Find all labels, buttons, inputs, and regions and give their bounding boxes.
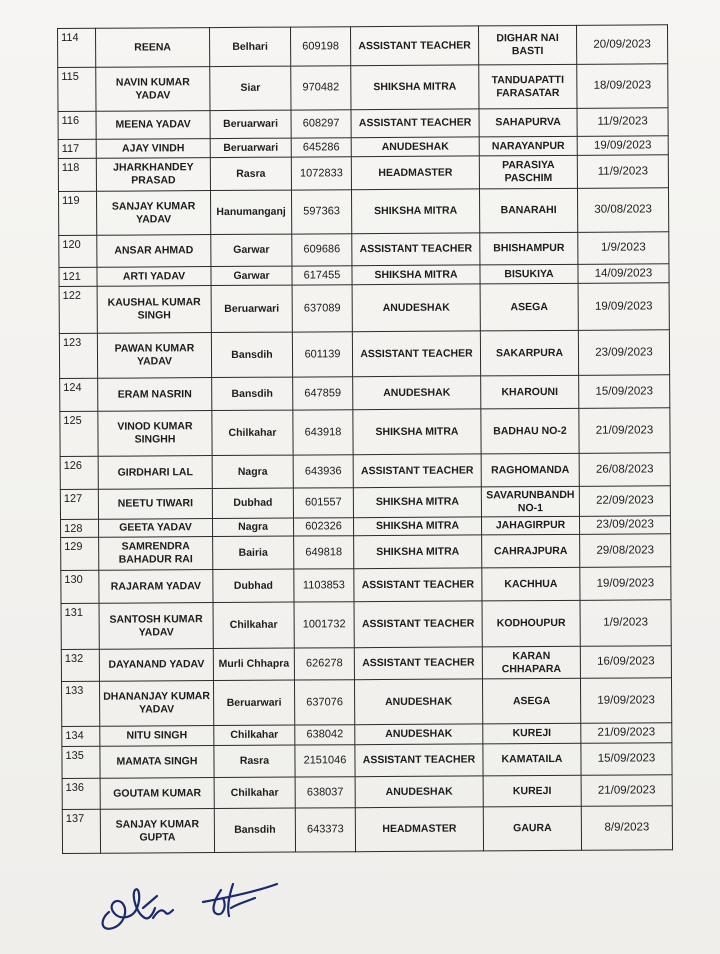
block-cell: Beruarwari <box>211 285 292 332</box>
block-cell: Bairia <box>213 536 294 569</box>
code-cell: 601139 <box>292 332 352 377</box>
school-cell: DIGHAR NAI BASTI <box>478 25 576 65</box>
school-cell: BANARAHI <box>479 188 577 233</box>
block-cell: Chilkahar <box>213 602 294 648</box>
table-row <box>61 534 671 571</box>
teacher-name-cell: NITU SINGH <box>100 726 214 747</box>
date-cell: 19/09/2023 <box>577 136 668 156</box>
table-row <box>58 108 668 140</box>
table-row <box>60 375 670 412</box>
serial-number-cell: 135 <box>62 746 100 778</box>
teacher-name-cell: VINOD KUMAR SINGHH <box>98 411 212 457</box>
school-cell: GAURA <box>483 806 581 851</box>
date-cell: 23/09/2023 <box>578 330 669 376</box>
roster-body <box>58 25 673 854</box>
date-cell: 26/08/2023 <box>579 453 670 487</box>
code-cell: 638042 <box>295 725 355 745</box>
post-cell: ASSISTANT TEACHER <box>355 744 483 777</box>
post-cell: ASSISTANT TEACHER <box>352 233 480 266</box>
teacher-name-cell: GOUTAM KUMAR <box>100 778 214 810</box>
teacher-name-cell: DAYANAND YADAV <box>99 649 213 682</box>
post-cell: SHIKSHA MITRA <box>354 535 482 569</box>
teacher-name-cell: SANJAY KUMAR GUPTA <box>100 809 214 854</box>
school-cell: BADHAU NO-2 <box>481 408 579 454</box>
school-cell: KUREJI <box>483 775 581 807</box>
table-row <box>59 283 669 334</box>
code-cell: 647859 <box>293 377 353 410</box>
post-cell: ASSISTANT TEACHER <box>354 601 482 648</box>
block-cell: Chilkahar <box>214 725 295 745</box>
date-cell: 20/09/2023 <box>576 25 667 65</box>
table-row <box>62 806 672 854</box>
code-cell: 637076 <box>294 680 354 725</box>
post-cell: SHIKSHA MITRA <box>351 65 479 110</box>
serial-number-cell: 114 <box>58 28 96 67</box>
school-cell: CAHRAJPURA <box>482 534 580 568</box>
school-cell: PARASIYA PASCHIM <box>479 155 577 189</box>
staff-roster-table <box>57 24 673 854</box>
code-cell: 626278 <box>294 648 354 680</box>
school-cell: RAGHOMANDA <box>481 453 579 487</box>
post-cell: ASSISTANT TEACHER <box>350 26 478 66</box>
post-cell: ANUDESHAK <box>352 284 480 332</box>
serial-number-cell: 123 <box>59 333 97 378</box>
block-cell: Dubhad <box>212 488 293 518</box>
table-row <box>61 646 671 682</box>
code-cell: 2151046 <box>295 745 355 777</box>
block-cell: Rasra <box>210 157 291 190</box>
post-cell: ASSISTANT TEACHER <box>354 647 482 680</box>
school-cell: KAMATAILA <box>483 743 581 776</box>
date-cell: 1/9/2023 <box>580 600 671 647</box>
post-cell: ANUDESHAK <box>355 776 483 808</box>
post-cell: ASSISTANT TEACHER <box>354 568 482 602</box>
school-cell: BISUKIYA <box>480 264 578 284</box>
post-cell: SHIKSHA MITRA <box>352 265 480 285</box>
serial-number-cell: 117 <box>58 139 96 158</box>
serial-number-cell: 132 <box>61 649 99 681</box>
teacher-name-cell: ERAM NASRIN <box>98 378 212 412</box>
school-cell: SAHAPURVA <box>479 108 577 137</box>
block-cell: Dubhad <box>213 569 294 602</box>
serial-number-cell: 129 <box>61 537 99 570</box>
block-cell: Beruarwari <box>213 680 294 725</box>
block-cell: Nagra <box>212 518 293 536</box>
teacher-name-cell: MEENA YADAV <box>96 111 210 140</box>
block-cell: Bansdih <box>211 332 292 377</box>
code-cell: 609198 <box>290 27 350 66</box>
code-cell: 608297 <box>291 110 351 138</box>
block-cell: Bansdih <box>212 377 293 410</box>
code-cell: 970482 <box>291 66 351 110</box>
table-row <box>62 775 672 810</box>
date-cell: 19/09/2023 <box>580 567 671 601</box>
serial-number-cell: 128 <box>61 519 99 537</box>
post-cell: ASSISTANT TEACHER <box>351 109 479 138</box>
teacher-name-cell: ANSAR AHMAD <box>97 235 211 268</box>
school-cell: JAHAGIRPUR <box>481 516 579 535</box>
code-cell: 609686 <box>292 234 352 266</box>
school-cell: KHAROUNI <box>481 375 579 409</box>
code-cell: 617455 <box>292 266 352 285</box>
school-cell: KACHHUA <box>482 567 580 601</box>
block-cell: Beruarwari <box>210 110 291 138</box>
block-cell: Belhari <box>210 27 291 66</box>
teacher-name-cell: NAVIN KUMAR YADAV <box>96 67 210 112</box>
school-cell: SAKARPURA <box>480 330 578 376</box>
post-cell: ASSISTANT TEACHER <box>352 331 480 377</box>
post-cell: SHIKSHA MITRA <box>353 487 481 518</box>
teacher-name-cell: NEETU TIWARI <box>98 489 212 520</box>
serial-number-cell: 118 <box>58 158 96 191</box>
table-row <box>61 567 671 604</box>
date-cell: 19/09/2023 <box>580 678 671 724</box>
date-cell: 21/09/2023 <box>581 775 672 807</box>
serial-number-cell: 134 <box>62 726 100 746</box>
post-cell: SHIKSHA MITRA <box>353 409 481 455</box>
table-row <box>60 453 670 490</box>
teacher-name-cell: GIRDHARI LAL <box>98 456 212 490</box>
date-cell: 8/9/2023 <box>581 806 672 851</box>
table-row <box>60 486 670 520</box>
school-cell: ASEGA <box>480 283 578 331</box>
date-cell: 16/09/2023 <box>580 646 671 679</box>
post-cell: HEADMASTER <box>351 156 479 190</box>
post-cell: ANUDESHAK <box>351 137 479 157</box>
school-cell: SAVARUNBANDH NO-1 <box>481 486 579 517</box>
teacher-name-cell: SANTOSH KUMAR YADAV <box>99 603 213 650</box>
signature-mark-1 <box>103 889 173 929</box>
post-cell: ANUDESHAK <box>353 376 481 410</box>
serial-number-cell: 119 <box>58 191 96 235</box>
block-cell: Garwar <box>211 234 292 266</box>
date-cell: 29/08/2023 <box>580 534 671 568</box>
serial-number-cell: 136 <box>62 778 100 809</box>
table-row <box>61 678 671 727</box>
serial-number-cell: 115 <box>58 67 96 111</box>
table-row <box>58 188 668 236</box>
serial-number-cell: 127 <box>60 489 98 519</box>
serial-number-cell: 130 <box>61 570 99 603</box>
teacher-name-cell: GEETA YADAV <box>99 519 213 538</box>
serial-number-cell: 121 <box>59 267 97 286</box>
code-cell: 643373 <box>295 808 355 852</box>
code-cell: 637089 <box>292 285 352 332</box>
table-row <box>58 155 668 192</box>
code-cell: 1103853 <box>294 569 354 602</box>
teacher-name-cell: AJAY VINDH <box>96 139 210 159</box>
code-cell: 649818 <box>294 536 354 569</box>
teacher-name-cell: RAJARAM YADAV <box>99 570 213 604</box>
block-cell: Hanumanganj <box>210 190 291 234</box>
serial-number-cell: 131 <box>61 603 99 649</box>
serial-number-cell: 137 <box>62 809 100 853</box>
block-cell: Siar <box>210 66 291 110</box>
serial-number-cell: 116 <box>58 111 96 139</box>
handwritten-signatures <box>95 868 295 938</box>
code-cell: 638037 <box>295 777 355 808</box>
date-cell: 21/09/2023 <box>579 408 670 454</box>
serial-number-cell: 120 <box>59 235 97 267</box>
teacher-name-cell: PAWAN KUMAR YADAV <box>97 333 211 379</box>
date-cell: 11/9/2023 <box>577 155 668 189</box>
code-cell: 643918 <box>293 410 353 455</box>
table-row <box>60 408 670 457</box>
teacher-name-cell: KAUSHAL KUMAR SINGH <box>97 286 211 334</box>
date-cell: 1/9/2023 <box>578 232 669 265</box>
block-cell: Chilkahar <box>214 777 295 808</box>
code-cell: 601557 <box>293 488 353 518</box>
block-cell: Nagra <box>212 455 293 488</box>
teacher-name-cell: REENA <box>96 28 210 68</box>
school-cell: KUREJI <box>483 723 581 744</box>
date-cell: 23/09/2023 <box>579 516 670 535</box>
teacher-name-cell: SAMRENDRA BAHADUR RAI <box>99 537 213 571</box>
code-cell: 602326 <box>293 518 353 536</box>
code-cell: 643936 <box>293 455 353 488</box>
block-cell: Rasra <box>214 745 295 777</box>
post-cell: ASSISTANT TEACHER <box>353 454 481 488</box>
date-cell: 21/09/2023 <box>581 723 672 744</box>
teacher-name-cell: SANJAY KUMAR YADAV <box>96 191 210 236</box>
block-cell: Bansdih <box>214 808 295 852</box>
block-cell: Chilkahar <box>212 410 293 455</box>
date-cell: 22/09/2023 <box>579 486 670 517</box>
serial-number-cell: 124 <box>60 378 98 411</box>
post-cell: SHIKSHA MITRA <box>351 189 479 234</box>
teacher-name-cell: MAMATA SINGH <box>100 746 214 779</box>
serial-number-cell: 122 <box>59 286 97 333</box>
date-cell: 30/08/2023 <box>577 188 668 233</box>
block-cell: Garwar <box>211 266 292 285</box>
code-cell: 1072833 <box>291 157 351 190</box>
block-cell: Murli Chhapra <box>213 648 294 680</box>
table-row <box>59 330 669 379</box>
date-cell: 18/09/2023 <box>577 64 668 109</box>
teacher-name-cell: ARTI YADAV <box>97 267 211 287</box>
school-cell: NARAYANPUR <box>479 136 577 156</box>
serial-number-cell: 125 <box>60 411 98 456</box>
post-cell: HEADMASTER <box>355 807 483 852</box>
date-cell: 11/9/2023 <box>577 108 668 137</box>
date-cell: 15/09/2023 <box>579 375 670 409</box>
date-cell: 15/09/2023 <box>581 743 672 776</box>
block-cell: Beruarwari <box>210 138 291 157</box>
signature-mark-2 <box>203 884 277 916</box>
serial-number-cell: 133 <box>61 681 99 726</box>
school-cell: KARAN CHHAPARA <box>482 646 580 679</box>
serial-number-cell: 126 <box>60 456 98 489</box>
table-row <box>61 600 671 650</box>
post-cell: SHIKSHA MITRA <box>353 517 481 536</box>
code-cell: 1001732 <box>294 602 354 648</box>
school-cell: KODHOUPUR <box>482 600 580 647</box>
post-cell: ANUDESHAK <box>354 679 482 725</box>
code-cell: 597363 <box>291 190 351 234</box>
table-row <box>62 743 672 779</box>
school-cell: TANDUAPATTI FARASATAR <box>479 64 577 109</box>
table-row <box>59 232 669 268</box>
table-row <box>58 64 668 112</box>
teacher-name-cell: JHARKHANDEY PRASAD <box>96 158 210 192</box>
date-cell: 14/09/2023 <box>578 264 669 284</box>
school-cell: ASEGA <box>482 678 580 724</box>
code-cell: 645286 <box>291 138 351 157</box>
post-cell: ANUDESHAK <box>355 724 483 745</box>
school-cell: BHISHAMPUR <box>480 232 578 265</box>
date-cell: 19/09/2023 <box>578 283 669 331</box>
table-row <box>58 25 668 68</box>
teacher-name-cell: DHANANJAY KUMAR YADAV <box>99 681 213 727</box>
